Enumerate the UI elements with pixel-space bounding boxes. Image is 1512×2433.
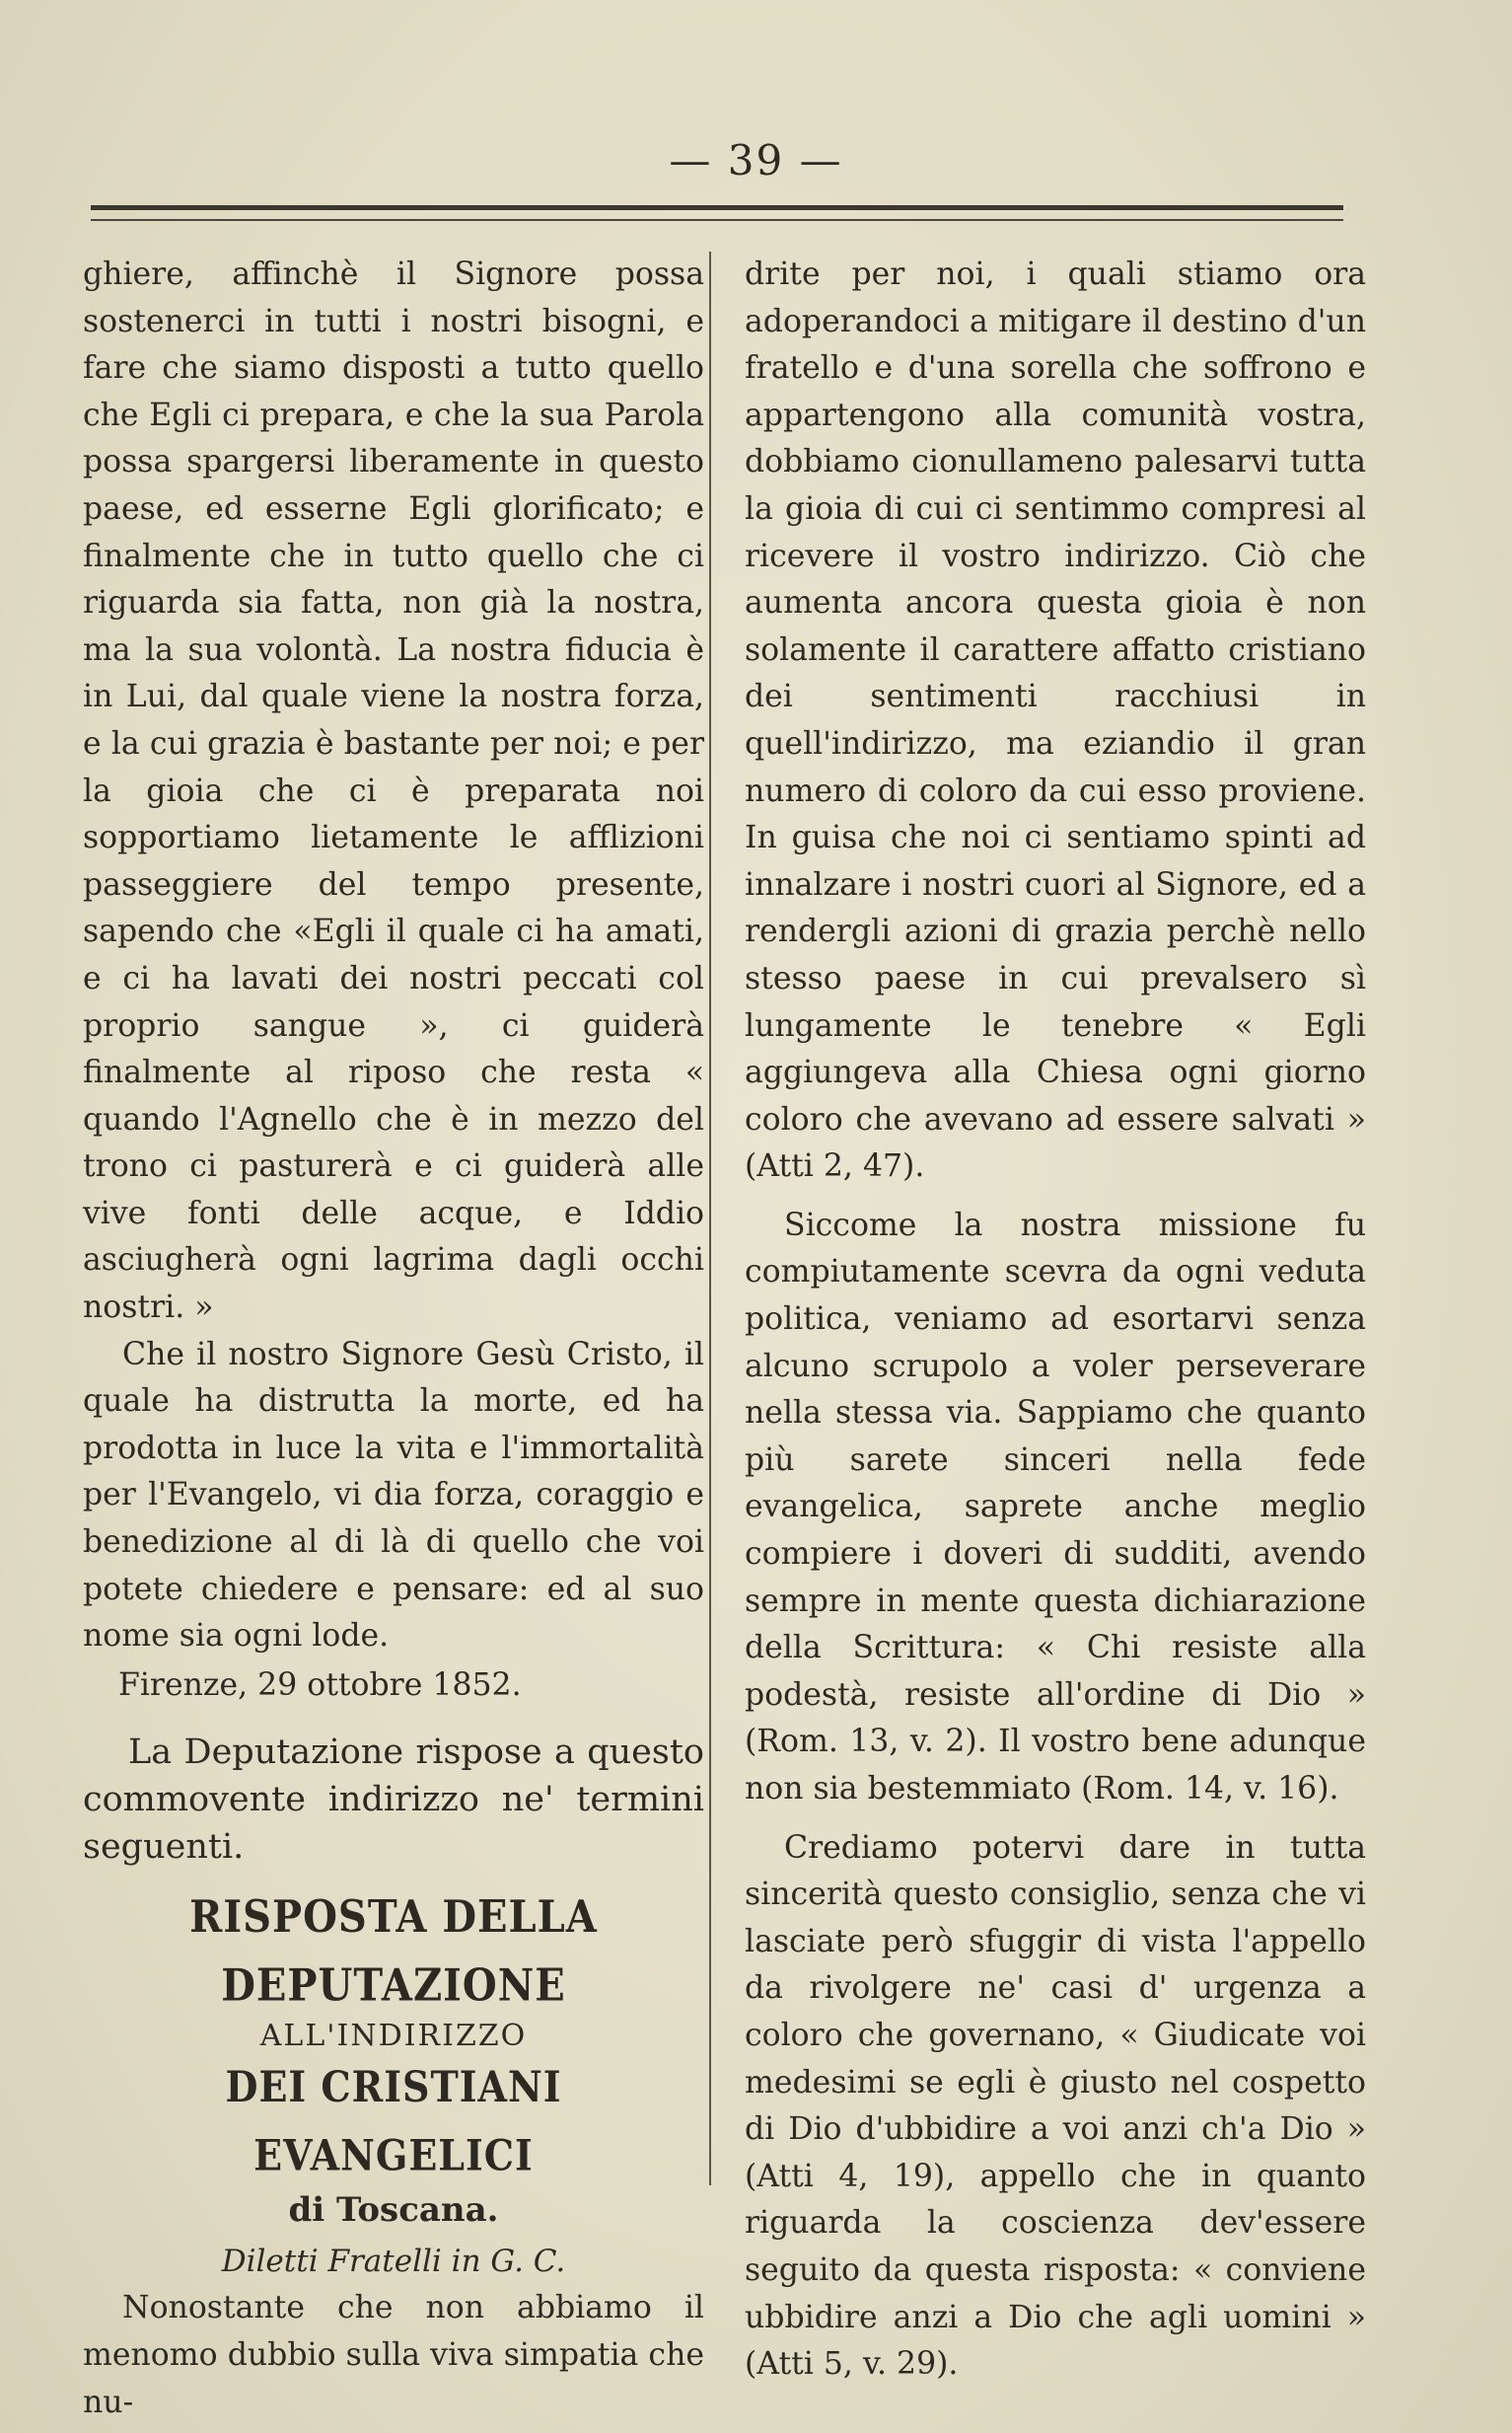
signoff-date: Firenze, 29 ottobre 1852. bbox=[118, 1666, 522, 1703]
page-number: — 39 — bbox=[669, 136, 843, 184]
salutation: Diletti Fratelli in G. C. bbox=[221, 2244, 566, 2280]
right-paragraph-2: Siccome la nostra missione fu compiutamente scevra da ogni veduta politica, veniamo ad esortarvi senza alcuno scrupolo a voler perseverare nella stessa via. Sappiamo che quanto più sarete sinceri nella fede evangelica, saprete anche meglio compiere i doveri di sudditi, avendo sempre in mente questa dichiarazione della Scrittura: « Chi resiste alla podestà, resiste all'ordine di Dio » (Rom. 13, v. 2). Il vostro bene adunque non sia bestemmiato (Rom. 14, v. 16). bbox=[745, 1207, 1366, 1806]
section-heading-line-1: RISPOSTA DELLA DEPUTAZIONE bbox=[189, 1890, 598, 2012]
left-paragraph-2: Che il nostro Signore Gesù Cristo, il quale ha distrutta la morte, ed ha prodotta in luce la vita e l'immortalità per l'Evangelo, vi dia forza, coraggio e benedizione al di là di quello che voi potete chiedere e pensare: ed al suo nome sia ogni lode. bbox=[83, 1336, 704, 1655]
section-heading-line-4: di Toscana. bbox=[288, 2190, 499, 2231]
right-paragraph-1: drite per noi, i quali stiamo ora adoperandoci a mitigare il destino d'un fratello e d'una sorella che soffrono e appartengono alla comunità vostra, dobbiamo cionullameno palesarvi tutta la gioia di cui ci sentimmo compresi al ricevere il vostro indirizzo. Ciò che aumenta ancora questa gioia è non solamente il carattere affatto cristiano dei sentimenti racchiusi in quell'indirizzo, ma eziandio il gran numero di coloro da cui esso proviene. In guisa che noi ci sentiamo spinti ad innalzare i nostri cuori al Signore, ed a rendergli azioni di grazia perchè nello stesso paese in cui prevalsero sì lungamente le tenebre « Egli aggiungeva alla Chiesa ogni giorno coloro che avevano ad essere salvati » (Atti 2, 47). bbox=[745, 257, 1366, 1185]
left-paragraph-3: Nonostante che non abbiamo il menomo dubbio sulla viva simpatia che nu- bbox=[83, 2290, 704, 2420]
left-column bbox=[83, 252, 704, 2426]
header-rule-thin bbox=[91, 219, 1343, 221]
left-paragraph-1: ghiere, affinchè il Signore possa sostenerci in tutti i nostri bisogni, e fare che siamo disposti a tutto quello che Egli ci prepara, e che la sua Parola possa spargersi liberamente in questo paese, ed esserne Egli glorificato; e finalmente che in tutto quello che ci riguarda sia fatta, non già la nostra, ma la sua volontà. La nostra fiducia è in Lui, dal quale viene la nostra forza, e la cui grazia è bastante per noi; e per la gioia che ci è preparata noi sopportiamo lietamente le afflizioni passeggiere del tempo presente, sapendo che «Egli il quale ci ha amati, e ci ha lavati dei nostri peccati col proprio sangue », ci guiderà finalmente al riposo che resta « quando l'Agnello che è in mezzo del trono ci pasturerà e ci guiderà alle vive fonti delle acque, e Iddio asciugherà ogni lagrima dagli occhi nostri. » bbox=[83, 257, 704, 1326]
section-heading-line-3: DEI CRISTIANI EVANGELICI bbox=[225, 2061, 562, 2180]
right-paragraph-3: Crediamo potervi dare in tutta sincerità questo consiglio, senza che vi lasciate però sfuggir di vista l'appello da rivolgere ne' casi d' urgenza a coloro che governano, « Giudicate voi medesimi se egli è giusto nel cospetto di Dio d'ubbidire a voi anzi ch'a Dio » (Atti 4, 19), appello che in quanto riguarda la coscienza dev'essere seguito da questa risposta: « conviene ubbidire anzi a Dio che agli uomini » (Atti 5, v. 29). bbox=[745, 1829, 1366, 2383]
paragraph-gap bbox=[745, 1191, 1366, 1203]
header-rule-thick bbox=[91, 205, 1343, 210]
column-divider bbox=[709, 252, 711, 2185]
section-heading-line-2: ALL'INDIRIZZO bbox=[259, 2019, 528, 2054]
paragraph-gap bbox=[745, 1813, 1366, 1825]
right-column bbox=[745, 252, 1366, 2389]
lead-in-text: La Deputazione rispose a questo commovente indirizzo ne' termini seguenti. bbox=[83, 1733, 704, 1868]
